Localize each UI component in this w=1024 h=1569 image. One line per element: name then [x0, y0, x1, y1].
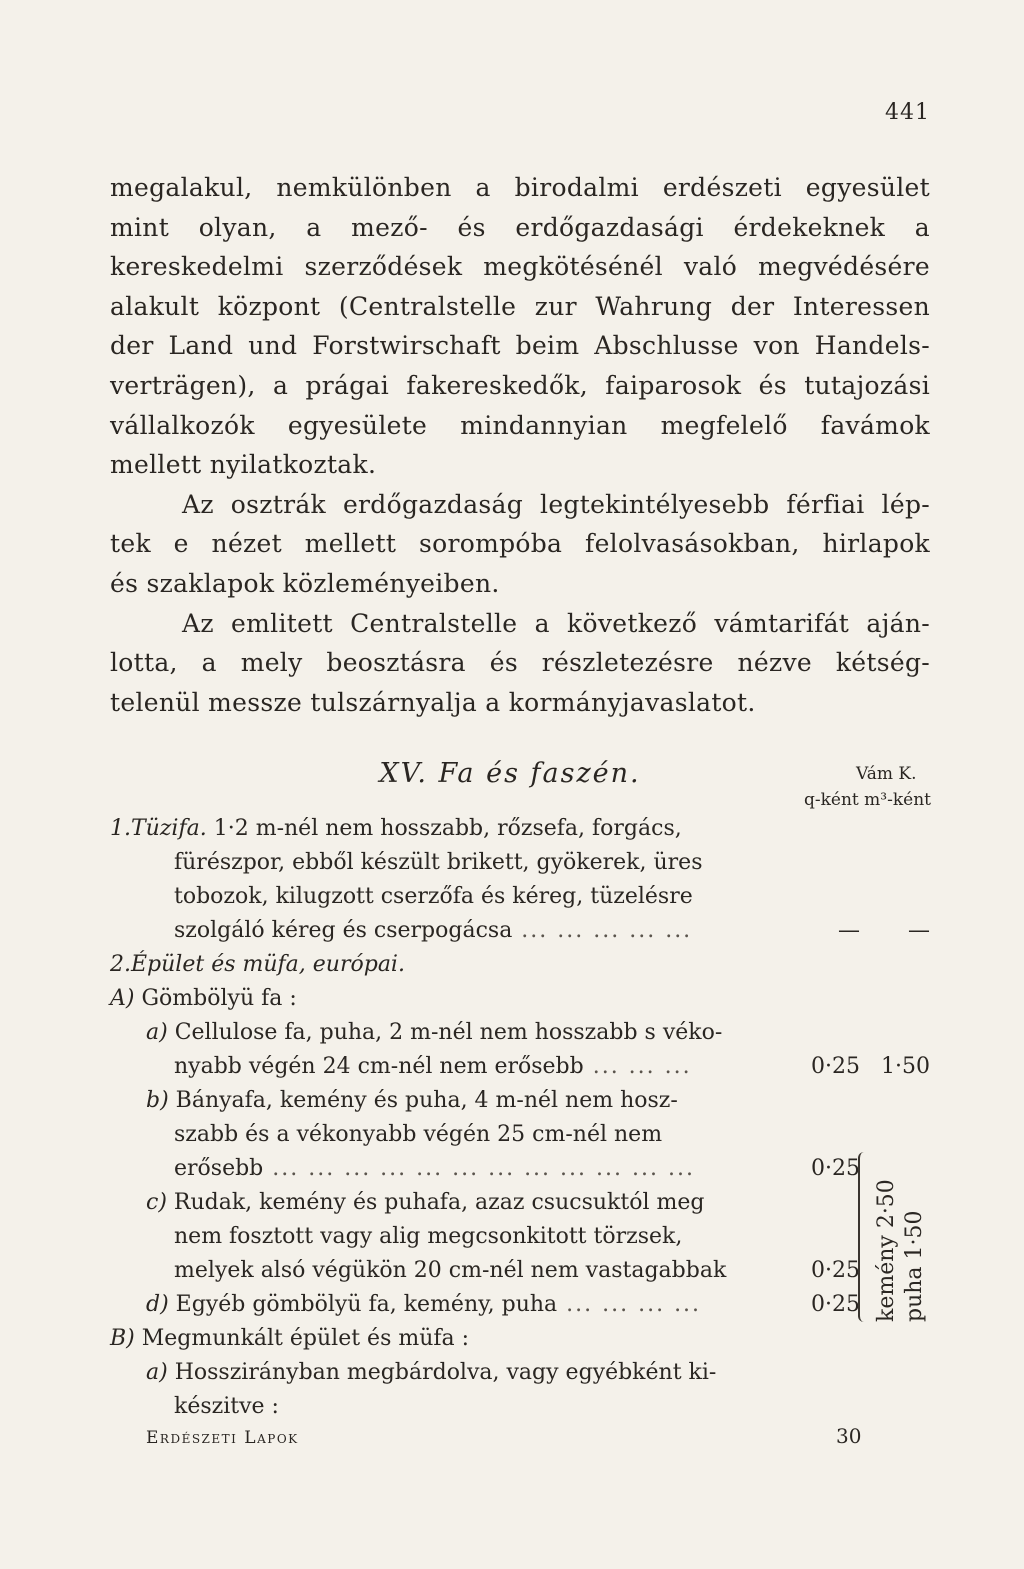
- row-text: Bányafa, kemény és puha, 4 m-nél nem hosz-: [168, 1088, 678, 1113]
- paragraph-3: Az emlitett Centralstelle a következő vámtarifát aján- lotta, a mely beosztásra és részletezésre nézve kétség-: [110, 608, 930, 678]
- paragraph-2-end: és szaklapok közleményeiben.: [110, 568, 500, 598]
- row-text: Gömbölyü fa :: [134, 986, 297, 1011]
- row-number: a): [146, 1020, 168, 1045]
- row-number: A): [110, 986, 135, 1011]
- row-text: Egyéb gömbölyü fa, kemény, puha: [168, 1292, 558, 1317]
- paragraph-1-end: mellett nyilatkoztak.: [110, 450, 377, 480]
- column-header-vam: Vám K.: [856, 764, 917, 784]
- section-title: XV. Fa és faszén.: [379, 758, 641, 789]
- tariff-row: [110, 812, 682, 846]
- row-text: Cellulose fa, puha, 2 m-nél nem hosszabb s véko-: [167, 1020, 723, 1045]
- tariff-row: [110, 948, 405, 982]
- tariff-row: [146, 1288, 701, 1322]
- row-number: b): [146, 1088, 169, 1113]
- page-number: 441: [885, 100, 930, 125]
- tariff-row: [174, 914, 692, 948]
- duty-per-cubic-metre: 1·50: [881, 1054, 930, 1079]
- row-text: tobozok, kilugzott cserzőfa és kéreg, tüzelésre: [174, 884, 693, 909]
- tariff-row: [174, 1050, 692, 1084]
- row-text: szabb és a vékonyabb végén 25 cm-nél nem: [174, 1122, 663, 1147]
- row-number: a): [146, 1360, 168, 1385]
- duty-per-quintal: 0·25: [811, 1258, 860, 1283]
- row-name: Tüzifa.: [131, 816, 207, 841]
- tariff-row: [174, 1254, 726, 1288]
- paragraph-1: megalakul, nemkülönben a birodalmi erdészeti egyesület mint olyan, a mező- és erdőgazdasági érdekeknek a kereskedelmi szerződések megkötésénél való megvédésére alakult központ (Centralstelle zur Wahrung der Interessen der Land und Forstwirschaft beim Abschlusse von Handels- verträgen), a prágai fakereskedők, faiparosok és tutajozási vállalkozók egyesülete mindannyian megfelelő favámok: [110, 173, 930, 440]
- row-leader: ... ... ... ...: [557, 1292, 702, 1317]
- paragraph-2: Az osztrák erdőgazdaság legtekintélyesebb férfiai lép- tek e nézet mellett sorompóba felolvasásokban, hirlapok: [110, 489, 930, 559]
- tariff-row: [174, 1118, 662, 1152]
- tariff-row: [110, 1322, 469, 1356]
- tariff-row: [174, 1152, 695, 1186]
- row-leader: ... ... ... ... ...: [512, 918, 693, 943]
- hardwood-rate-label: kemény 2·50: [874, 1179, 899, 1322]
- row-number: 2.: [110, 952, 131, 977]
- row-text: erősebb: [174, 1156, 264, 1181]
- body-text: [110, 168, 930, 722]
- tariff-row: [174, 1220, 682, 1254]
- tariff-row: [174, 846, 702, 880]
- tariff-row: [146, 1186, 704, 1220]
- duty-per-quintal: 0·25: [811, 1156, 860, 1181]
- tariff-row: [146, 1016, 722, 1050]
- row-leader: ... ... ... ... ... ... ... ... ... ... ... ...: [263, 1156, 695, 1181]
- softwood-rate-label: puha 1·50: [902, 1210, 927, 1322]
- grouping-brace: [858, 1152, 870, 1322]
- tariff-row: [146, 1356, 716, 1390]
- duty-per-cubic-metre: —: [908, 918, 930, 943]
- row-number: 1.: [110, 816, 131, 841]
- row-text: Hosszirányban megbárdolva, vagy egyébként ki-: [167, 1360, 717, 1385]
- row-text: 1·2 m-nél nem hosszabb, rőzsefa, forgács,: [213, 816, 682, 841]
- tariff-row: [110, 982, 297, 1016]
- row-name: Épület és müfa, európai.: [131, 952, 405, 977]
- row-text: Rudak, kemény és puhafa, azaz csucsuktól meg: [166, 1190, 705, 1215]
- duty-per-quintal: 0·25: [811, 1054, 860, 1079]
- row-text: szolgáló kéreg és cserpogácsa: [174, 918, 513, 943]
- row-text: készitve :: [174, 1394, 279, 1419]
- journal-name: Erdészeti Lapok: [146, 1428, 299, 1448]
- duty-per-quintal: 0·25: [811, 1292, 860, 1317]
- tariff-row: [174, 880, 693, 914]
- row-text: Megmunkált épület és müfa :: [134, 1326, 470, 1351]
- row-leader: ... ... ...: [583, 1054, 692, 1079]
- row-number: d): [146, 1292, 169, 1317]
- tariff-row: [146, 1084, 678, 1118]
- row-text: fürészpor, ebből készült brikett, gyökerek, üres: [174, 850, 703, 875]
- row-text: nyabb végén 24 cm-nél nem erősebb: [174, 1054, 584, 1079]
- duty-per-quintal: —: [838, 918, 860, 943]
- column-header-units: q-ként m³-ként: [804, 790, 931, 810]
- paragraph-3-end: telenül messze tulszárnyalja a kormányjavaslatot.: [110, 687, 756, 717]
- row-number: c): [146, 1190, 167, 1215]
- tariff-row: [174, 1390, 279, 1424]
- row-number: B): [110, 1326, 135, 1351]
- signature-mark: 30: [836, 1424, 862, 1448]
- row-text: nem fosztott vagy alig megcsonkitott törzsek,: [174, 1224, 683, 1249]
- row-text: melyek alsó végükön 20 cm-nél nem vastagabbak: [174, 1258, 727, 1283]
